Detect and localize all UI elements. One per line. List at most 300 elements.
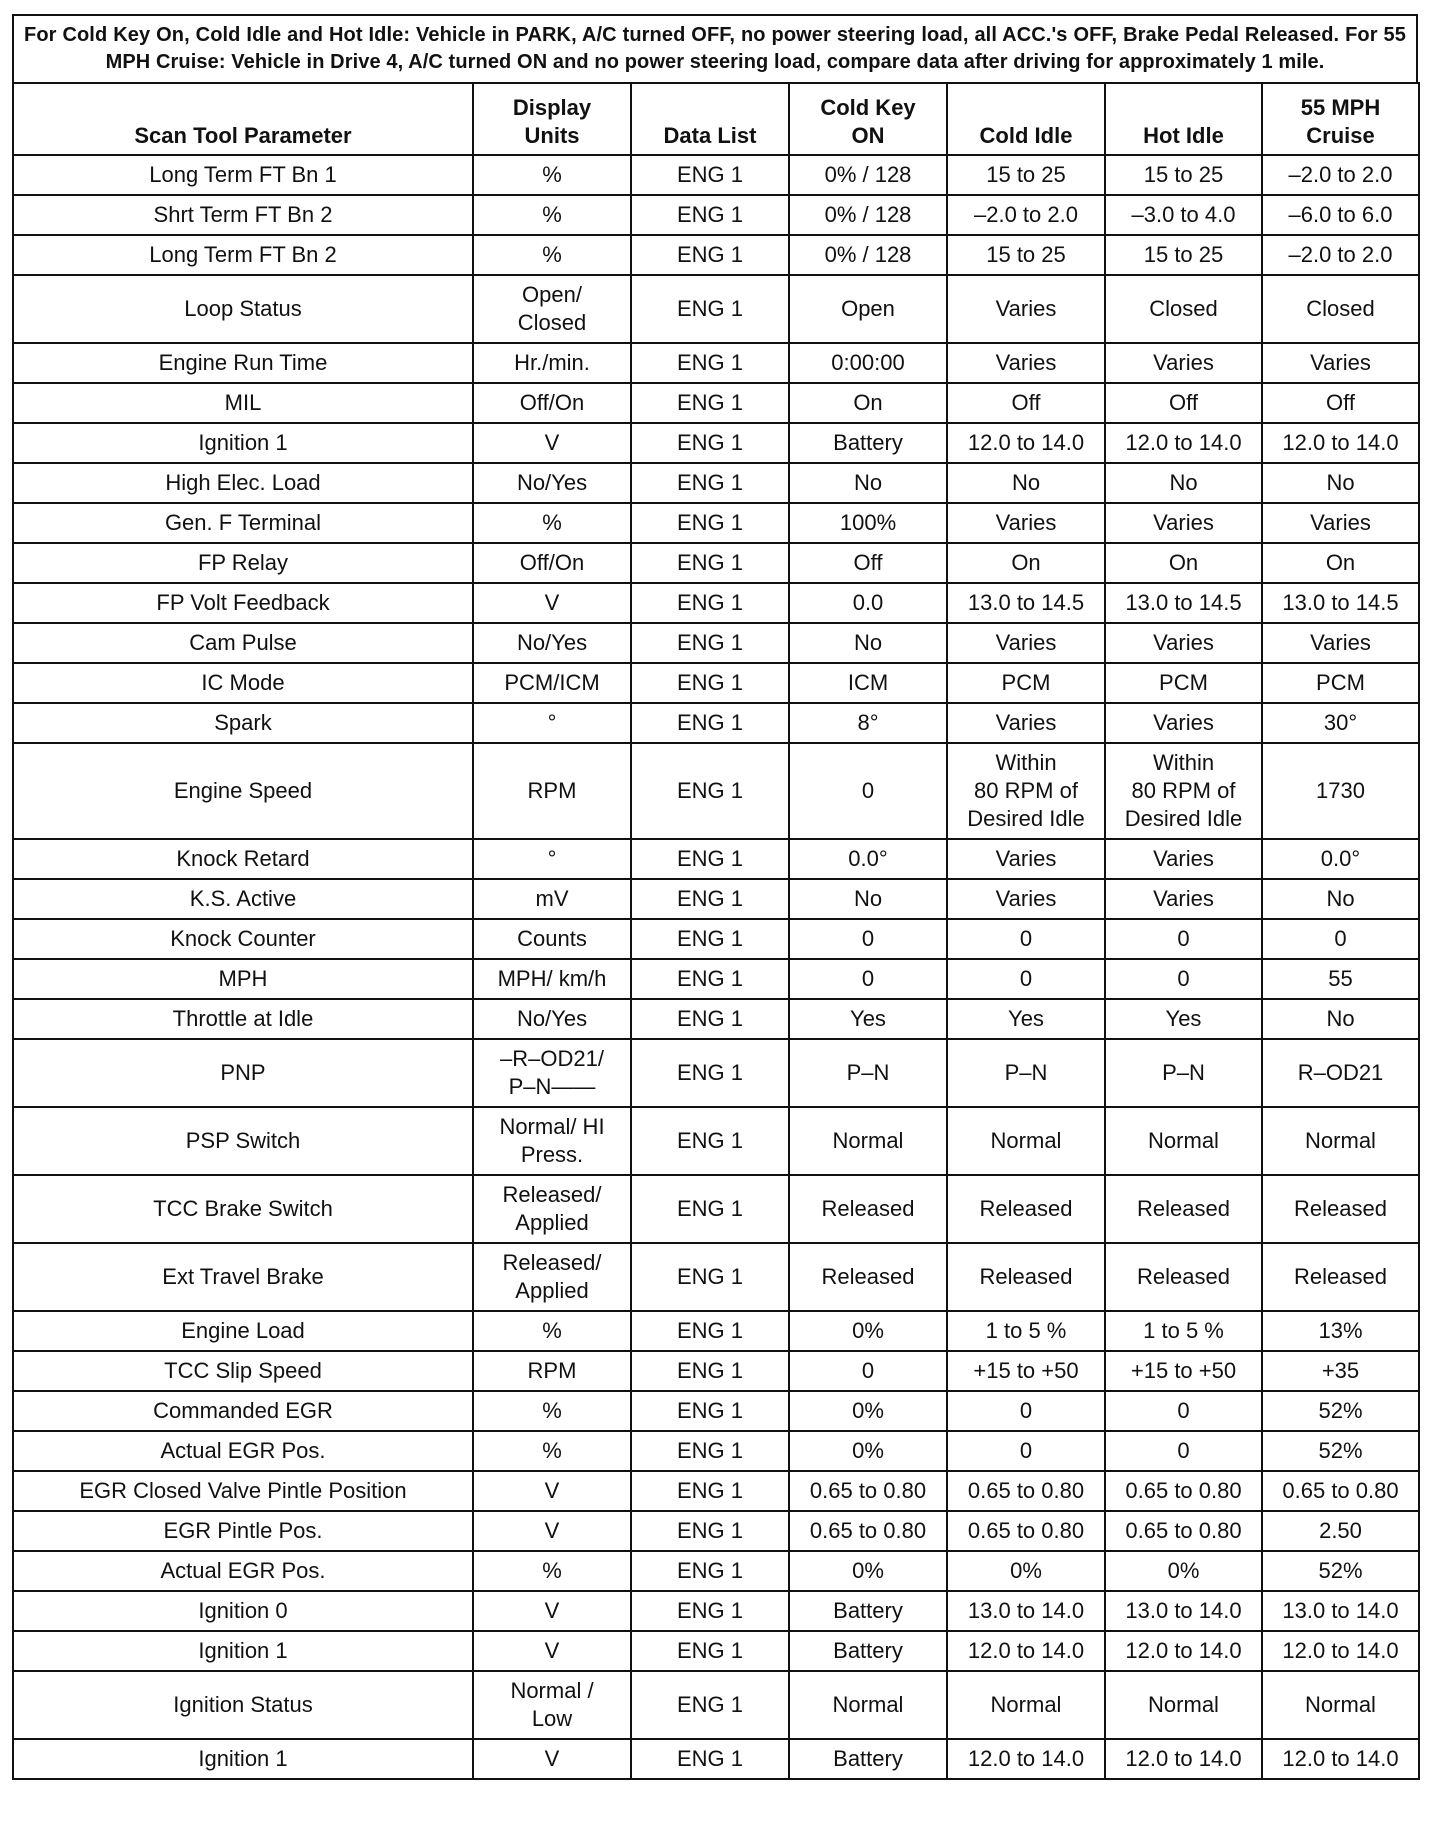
cold-idle-cell: [947, 1511, 1105, 1551]
cell-text: %: [542, 1558, 562, 1583]
cell-text: Varies: [1153, 846, 1214, 871]
cell-text: K.S. Active: [189, 886, 297, 911]
cold-idle-cell: [947, 959, 1105, 999]
cell-text: Ignition 1: [198, 1638, 288, 1663]
parameter-cell: [13, 959, 473, 999]
cell-text: No/Yes: [516, 1006, 588, 1031]
units-cell: [473, 1471, 631, 1511]
cell-text: Released: [1137, 1196, 1230, 1221]
cell-text: 13.0 to 14.0: [1282, 1598, 1399, 1623]
cruise-cell: [1262, 743, 1419, 839]
cell-text: 12.0 to 14.0: [1282, 1746, 1399, 1771]
table-row: [13, 383, 1419, 423]
cell-text: 0: [1019, 1438, 1033, 1463]
cruise-cell: [1262, 1107, 1419, 1175]
cell-text: 0.65 to 0.80: [809, 1478, 927, 1503]
parameter-cell: [13, 1739, 473, 1779]
parameter-cell: [13, 1311, 473, 1351]
hot-idle-cell: [1105, 1243, 1262, 1311]
data-list-cell: [631, 583, 789, 623]
cell-text: Normal: [990, 1692, 1062, 1717]
cell-text: Normal /: [510, 1678, 594, 1703]
cell-text: 0% / 128: [824, 202, 912, 227]
cell-text: 15 to 25: [986, 162, 1066, 187]
data-list-cell: [631, 463, 789, 503]
cold-idle-cell: [947, 1311, 1105, 1351]
cold-idle-cell: [947, 463, 1105, 503]
cold-key-on-cell: [789, 543, 947, 583]
cell-text: FP Relay: [197, 550, 289, 575]
cold-key-on-cell: [789, 423, 947, 463]
cell-text: Knock Counter: [170, 926, 316, 951]
cell-text: Normal: [832, 1128, 904, 1153]
data-list-cell: [631, 1175, 789, 1243]
parameter-cell: [13, 1107, 473, 1175]
hot-idle-cell: [1105, 1511, 1262, 1551]
cell-text: ENG 1: [676, 966, 744, 991]
cold-key-on-cell: [789, 235, 947, 275]
cold-key-on-cell: [789, 703, 947, 743]
cold-idle-cell: [947, 155, 1105, 195]
table-row: [13, 343, 1419, 383]
cell-text: 0: [1334, 926, 1347, 951]
data-list-cell: [631, 275, 789, 343]
cell-text: ENG 1: [676, 886, 744, 911]
hot-idle-cell: [1105, 1551, 1262, 1591]
cruise-cell: [1262, 1671, 1419, 1739]
cell-text: 15 to 25: [1143, 242, 1224, 267]
cell-text: Varies: [1153, 510, 1214, 535]
header-cold-key-on: Cold Key ON: [789, 83, 947, 155]
units-cell: [473, 999, 631, 1039]
cell-text: PNP: [220, 1060, 266, 1085]
cell-text: %: [542, 510, 562, 535]
cruise-cell: [1262, 999, 1419, 1039]
units-cell: [473, 1243, 631, 1311]
cell-text: %: [542, 162, 562, 187]
data-list-cell: [631, 423, 789, 463]
cell-text: 0.65 to 0.80: [967, 1478, 1085, 1503]
cold-key-on-cell: [789, 1551, 947, 1591]
cell-text: Closed: [517, 310, 587, 335]
cell-text: 12.0 to 14.0: [967, 430, 1085, 455]
data-list-cell: [631, 1671, 789, 1739]
units-cell: [473, 1739, 631, 1779]
cell-text: Yes: [1008, 1006, 1044, 1031]
data-list-cell: [631, 1431, 789, 1471]
cell-text: Counts: [517, 926, 587, 951]
cruise-cell: [1262, 1511, 1419, 1551]
cell-text: RPM: [527, 778, 577, 803]
units-cell: [473, 663, 631, 703]
cell-text: Off/On: [519, 550, 585, 575]
cell-text: No: [1011, 470, 1041, 495]
hot-idle-cell: [1105, 1739, 1262, 1779]
data-list-cell: [631, 383, 789, 423]
cell-text: Released: [1137, 1264, 1230, 1289]
cold-key-on-cell: [789, 1631, 947, 1671]
cold-key-on-cell: [789, 463, 947, 503]
cell-text: ENG 1: [676, 550, 744, 575]
cell-text: 12.0 to 14.0: [967, 1746, 1085, 1771]
hot-idle-cell: [1105, 703, 1262, 743]
cell-text: High Elec. Load: [165, 470, 321, 495]
cell-text: MPH: [218, 966, 268, 991]
table-row: [13, 1243, 1419, 1311]
parameter-cell: [13, 583, 473, 623]
cold-key-on-cell: [789, 1175, 947, 1243]
cold-idle-cell: [947, 543, 1105, 583]
cold-key-on-cell: [789, 1391, 947, 1431]
cell-text: ENG 1: [676, 590, 744, 615]
cold-idle-cell: [947, 839, 1105, 879]
cold-idle-cell: [947, 663, 1105, 703]
cell-text: Varies: [1153, 350, 1214, 375]
cell-text: +15 to +50: [1130, 1358, 1237, 1383]
cruise-cell: [1262, 463, 1419, 503]
cruise-cell: [1262, 1631, 1419, 1671]
cell-text: 100%: [839, 510, 897, 535]
parameter-cell: [13, 743, 473, 839]
table-row: [13, 1391, 1419, 1431]
units-cell: [473, 1591, 631, 1631]
cell-text: Normal: [990, 1128, 1062, 1153]
cell-text: Yes: [1165, 1006, 1202, 1031]
cell-text: 13.0 to 14.0: [1125, 1598, 1242, 1623]
hot-idle-cell: [1105, 1471, 1262, 1511]
cell-text: ENG 1: [676, 710, 744, 735]
parameter-cell: [13, 1671, 473, 1739]
cell-text: Ignition 1: [198, 1746, 288, 1771]
parameter-cell: [13, 879, 473, 919]
cell-text: Varies: [995, 630, 1057, 655]
cell-text: ENG 1: [676, 926, 744, 951]
parameter-cell: [13, 1175, 473, 1243]
cell-text: PCM/ICM: [504, 670, 600, 695]
header-data-list: Data List: [631, 83, 789, 155]
cell-text: 1 to 5 %: [985, 1318, 1067, 1343]
table-row: [13, 1431, 1419, 1471]
cold-key-on-cell: [789, 743, 947, 839]
hot-idle-cell: [1105, 463, 1262, 503]
cruise-cell: [1262, 1243, 1419, 1311]
cell-text: Normal: [1148, 1692, 1219, 1717]
cell-text: %: [542, 1438, 562, 1463]
cell-text: 1 to 5 %: [1143, 1318, 1224, 1343]
parameter-cell: [13, 275, 473, 343]
units-cell: [473, 1107, 631, 1175]
cell-text: Closed: [1149, 296, 1218, 321]
cell-text: MIL: [224, 390, 262, 415]
cell-text: Open/: [522, 282, 582, 307]
cold-idle-cell: [947, 383, 1105, 423]
hot-idle-cell: [1105, 275, 1262, 343]
data-list-cell: [631, 663, 789, 703]
cell-text: ENG 1: [676, 1746, 744, 1771]
cell-text: Normal: [1305, 1692, 1376, 1717]
cold-idle-cell: [947, 195, 1105, 235]
header-scan-tool-parameter: Scan Tool Parameter: [13, 83, 473, 155]
cell-text: °: [547, 710, 557, 735]
parameter-cell: [13, 463, 473, 503]
cell-text: No: [853, 470, 883, 495]
cell-text: ENG 1: [676, 1518, 744, 1543]
units-cell: [473, 463, 631, 503]
cell-text: ENG 1: [676, 1196, 744, 1221]
cell-text: Varies: [1153, 710, 1214, 735]
cell-text: Long Term FT Bn 1: [149, 162, 337, 187]
cell-text: 0%: [852, 1398, 884, 1423]
cell-text: Off: [853, 550, 883, 575]
cell-text: ENG 1: [676, 1264, 744, 1289]
cruise-cell: [1262, 195, 1419, 235]
data-list-cell: [631, 1511, 789, 1551]
cruise-cell: [1262, 919, 1419, 959]
cell-text: 0%: [1010, 1558, 1042, 1583]
units-cell: [473, 1175, 631, 1243]
cold-key-on-cell: [789, 1107, 947, 1175]
cell-text: 0:00:00: [831, 350, 905, 375]
cell-text: ENG 1: [676, 670, 744, 695]
cold-idle-cell: [947, 503, 1105, 543]
cold-key-on-cell: [789, 1671, 947, 1739]
parameter-cell: [13, 1039, 473, 1107]
cell-text: Loop Status: [184, 296, 302, 321]
data-list-cell: [631, 1739, 789, 1779]
parameter-cell: [13, 195, 473, 235]
cell-text: 0: [1177, 1398, 1190, 1423]
hot-idle-cell: [1105, 383, 1262, 423]
cruise-cell: [1262, 703, 1419, 743]
parameter-cell: [13, 1391, 473, 1431]
cell-text: Off: [1326, 390, 1355, 415]
cell-text: 12.0 to 14.0: [1125, 1746, 1242, 1771]
cell-text: ENG 1: [676, 350, 744, 375]
cell-text: 12.0 to 14.0: [1282, 1638, 1399, 1663]
cell-text: Varies: [1310, 630, 1371, 655]
cell-text: On: [853, 390, 883, 415]
cell-text: Applied: [515, 1210, 589, 1235]
parameter-cell: [13, 1591, 473, 1631]
units-cell: [473, 235, 631, 275]
cell-text: Released: [821, 1264, 915, 1289]
cold-idle-cell: [947, 743, 1105, 839]
cell-text: Normal/ HI: [499, 1114, 605, 1139]
hot-idle-cell: [1105, 879, 1262, 919]
cold-idle-cell: [947, 1039, 1105, 1107]
data-list-cell: [631, 1471, 789, 1511]
cruise-cell: [1262, 879, 1419, 919]
cruise-cell: [1262, 1551, 1419, 1591]
cell-text: Engine Speed: [173, 778, 313, 803]
cell-text: PCM: [1001, 670, 1051, 695]
table-row: [13, 235, 1419, 275]
cell-text: MPH/ km/h: [497, 966, 607, 991]
cell-text: Within: [995, 750, 1057, 775]
hot-idle-cell: [1105, 919, 1262, 959]
cell-text: V: [544, 430, 560, 455]
cell-text: P–N: [1162, 1060, 1205, 1085]
cell-text: ENG 1: [676, 510, 744, 535]
cold-idle-cell: [947, 879, 1105, 919]
cell-text: FP Volt Feedback: [156, 590, 330, 615]
data-list-cell: [631, 503, 789, 543]
cell-text: 15 to 25: [1143, 162, 1224, 187]
cell-text: TCC Slip Speed: [164, 1358, 322, 1383]
cell-text: %: [542, 1318, 562, 1343]
cruise-cell: [1262, 423, 1419, 463]
units-cell: [473, 1551, 631, 1591]
cell-text: On: [1325, 550, 1356, 575]
cruise-cell: [1262, 1311, 1419, 1351]
cold-idle-cell: [947, 623, 1105, 663]
cruise-cell: [1262, 1431, 1419, 1471]
cruise-cell: [1262, 343, 1419, 383]
cell-text: Long Term FT Bn 2: [149, 242, 337, 267]
parameter-cell: [13, 623, 473, 663]
cold-idle-cell: [947, 1471, 1105, 1511]
data-list-cell: [631, 743, 789, 839]
cell-text: 0: [861, 966, 875, 991]
cell-text: Battery: [833, 430, 903, 455]
header-hot-idle: Hot Idle: [1105, 83, 1262, 155]
hot-idle-cell: [1105, 839, 1262, 879]
cell-text: mV: [535, 886, 569, 911]
hot-idle-cell: [1105, 1107, 1262, 1175]
cell-text: Released: [979, 1264, 1073, 1289]
hot-idle-cell: [1105, 959, 1262, 999]
parameter-cell: [13, 383, 473, 423]
data-list-cell: [631, 1391, 789, 1431]
table-row: [13, 623, 1419, 663]
cell-text: IC Mode: [201, 670, 285, 695]
cell-text: –3.0 to 4.0: [1131, 202, 1236, 227]
cell-text: Ignition 0: [198, 1598, 288, 1623]
data-list-cell: [631, 1311, 789, 1351]
table-row: [13, 583, 1419, 623]
hot-idle-cell: [1105, 1431, 1262, 1471]
cell-text: ENG 1: [676, 1598, 744, 1623]
cold-idle-cell: [947, 275, 1105, 343]
cell-text: V: [544, 1638, 560, 1663]
cruise-cell: [1262, 1391, 1419, 1431]
hot-idle-cell: [1105, 423, 1262, 463]
cell-text: Released/: [502, 1182, 602, 1207]
cell-text: 8°: [857, 710, 879, 735]
cell-text: EGR Closed Valve Pintle Position: [79, 1478, 407, 1503]
cell-text: –R–OD21/: [500, 1046, 604, 1071]
table-row: [13, 879, 1419, 919]
cell-text: 0: [1177, 926, 1190, 951]
cruise-cell: [1262, 959, 1419, 999]
cell-text: ENG 1: [676, 470, 744, 495]
cell-text: Varies: [995, 510, 1057, 535]
cell-text: Gen. F Terminal: [164, 510, 322, 535]
parameter-cell: [13, 1511, 473, 1551]
units-cell: [473, 839, 631, 879]
cell-text: –6.0 to 6.0: [1288, 202, 1393, 227]
cold-key-on-cell: [789, 999, 947, 1039]
cell-text: Shrt Term FT Bn 2: [153, 202, 333, 227]
cruise-cell: [1262, 1175, 1419, 1243]
cold-key-on-cell: [789, 195, 947, 235]
cell-text: Hr./min.: [514, 350, 590, 375]
data-list-cell: [631, 155, 789, 195]
cell-text: No: [1169, 470, 1198, 495]
units-cell: [473, 195, 631, 235]
cell-text: ENG 1: [676, 1692, 744, 1717]
cell-text: Off: [1169, 390, 1198, 415]
cell-text: ENG 1: [676, 162, 744, 187]
cell-text: 13.0 to 14.5: [967, 590, 1085, 615]
cell-text: RPM: [527, 1358, 577, 1383]
cell-text: ENG 1: [676, 778, 744, 803]
table-row: [13, 1671, 1419, 1739]
table-row: [13, 703, 1419, 743]
cell-text: Engine Run Time: [158, 350, 328, 375]
cell-text: Open: [841, 296, 895, 321]
cell-text: +35: [1321, 1358, 1360, 1383]
cruise-cell: [1262, 583, 1419, 623]
table-row: [13, 839, 1419, 879]
cold-key-on-cell: [789, 663, 947, 703]
cell-text: Off: [1011, 390, 1041, 415]
cell-text: Off/On: [519, 390, 585, 415]
cell-text: 12.0 to 14.0: [1125, 430, 1242, 455]
cell-text: Battery: [833, 1746, 903, 1771]
table-row: [13, 423, 1419, 463]
cell-text: 0%: [852, 1438, 884, 1463]
cold-key-on-cell: [789, 1471, 947, 1511]
cell-text: No: [1326, 470, 1355, 495]
cell-text: 0: [1177, 966, 1190, 991]
cruise-cell: [1262, 839, 1419, 879]
cruise-cell: [1262, 543, 1419, 583]
cell-text: On: [1011, 550, 1041, 575]
cold-key-on-cell: [789, 583, 947, 623]
cell-text: 0% / 128: [824, 162, 912, 187]
cell-text: TCC Brake Switch: [153, 1196, 333, 1221]
cell-text: 0: [861, 1358, 875, 1383]
cold-idle-cell: [947, 1175, 1105, 1243]
cell-text: Ignition Status: [173, 1692, 313, 1717]
table-row: [13, 543, 1419, 583]
cell-text: Released/: [502, 1250, 602, 1275]
cold-key-on-cell: [789, 1243, 947, 1311]
parameter-cell: [13, 1551, 473, 1591]
hot-idle-cell: [1105, 663, 1262, 703]
cold-idle-cell: [947, 583, 1105, 623]
parameter-cell: [13, 155, 473, 195]
cell-text: Normal: [1148, 1128, 1219, 1153]
cell-text: +15 to +50: [973, 1358, 1079, 1383]
hot-idle-cell: [1105, 543, 1262, 583]
table-row: [13, 195, 1419, 235]
conditions-note: For Cold Key On, Cold Idle and Hot Idle: Vehicle in PARK, A/C turned OFF, no power steering load, all ACC.'s OFF, Brake Pedal Released. For 55 MPH Cruise: Vehicle in Drive 4, A/C turned ON and no power steering load, compare data after driving for approximately 1 mile.: [12, 14, 1418, 82]
data-list-cell: [631, 1351, 789, 1391]
cell-text: ENG 1: [676, 1478, 744, 1503]
cell-text: Cam Pulse: [189, 630, 297, 655]
cell-text: 0%: [1167, 1558, 1200, 1583]
cell-text: 52%: [1318, 1558, 1363, 1583]
cold-idle-cell: [947, 1591, 1105, 1631]
hot-idle-cell: [1105, 623, 1262, 663]
cell-text: Throttle at Idle: [172, 1006, 314, 1031]
table-body: [13, 155, 1419, 1779]
cell-text: 0: [1019, 926, 1033, 951]
units-cell: [473, 743, 631, 839]
cell-text: %: [542, 242, 562, 267]
